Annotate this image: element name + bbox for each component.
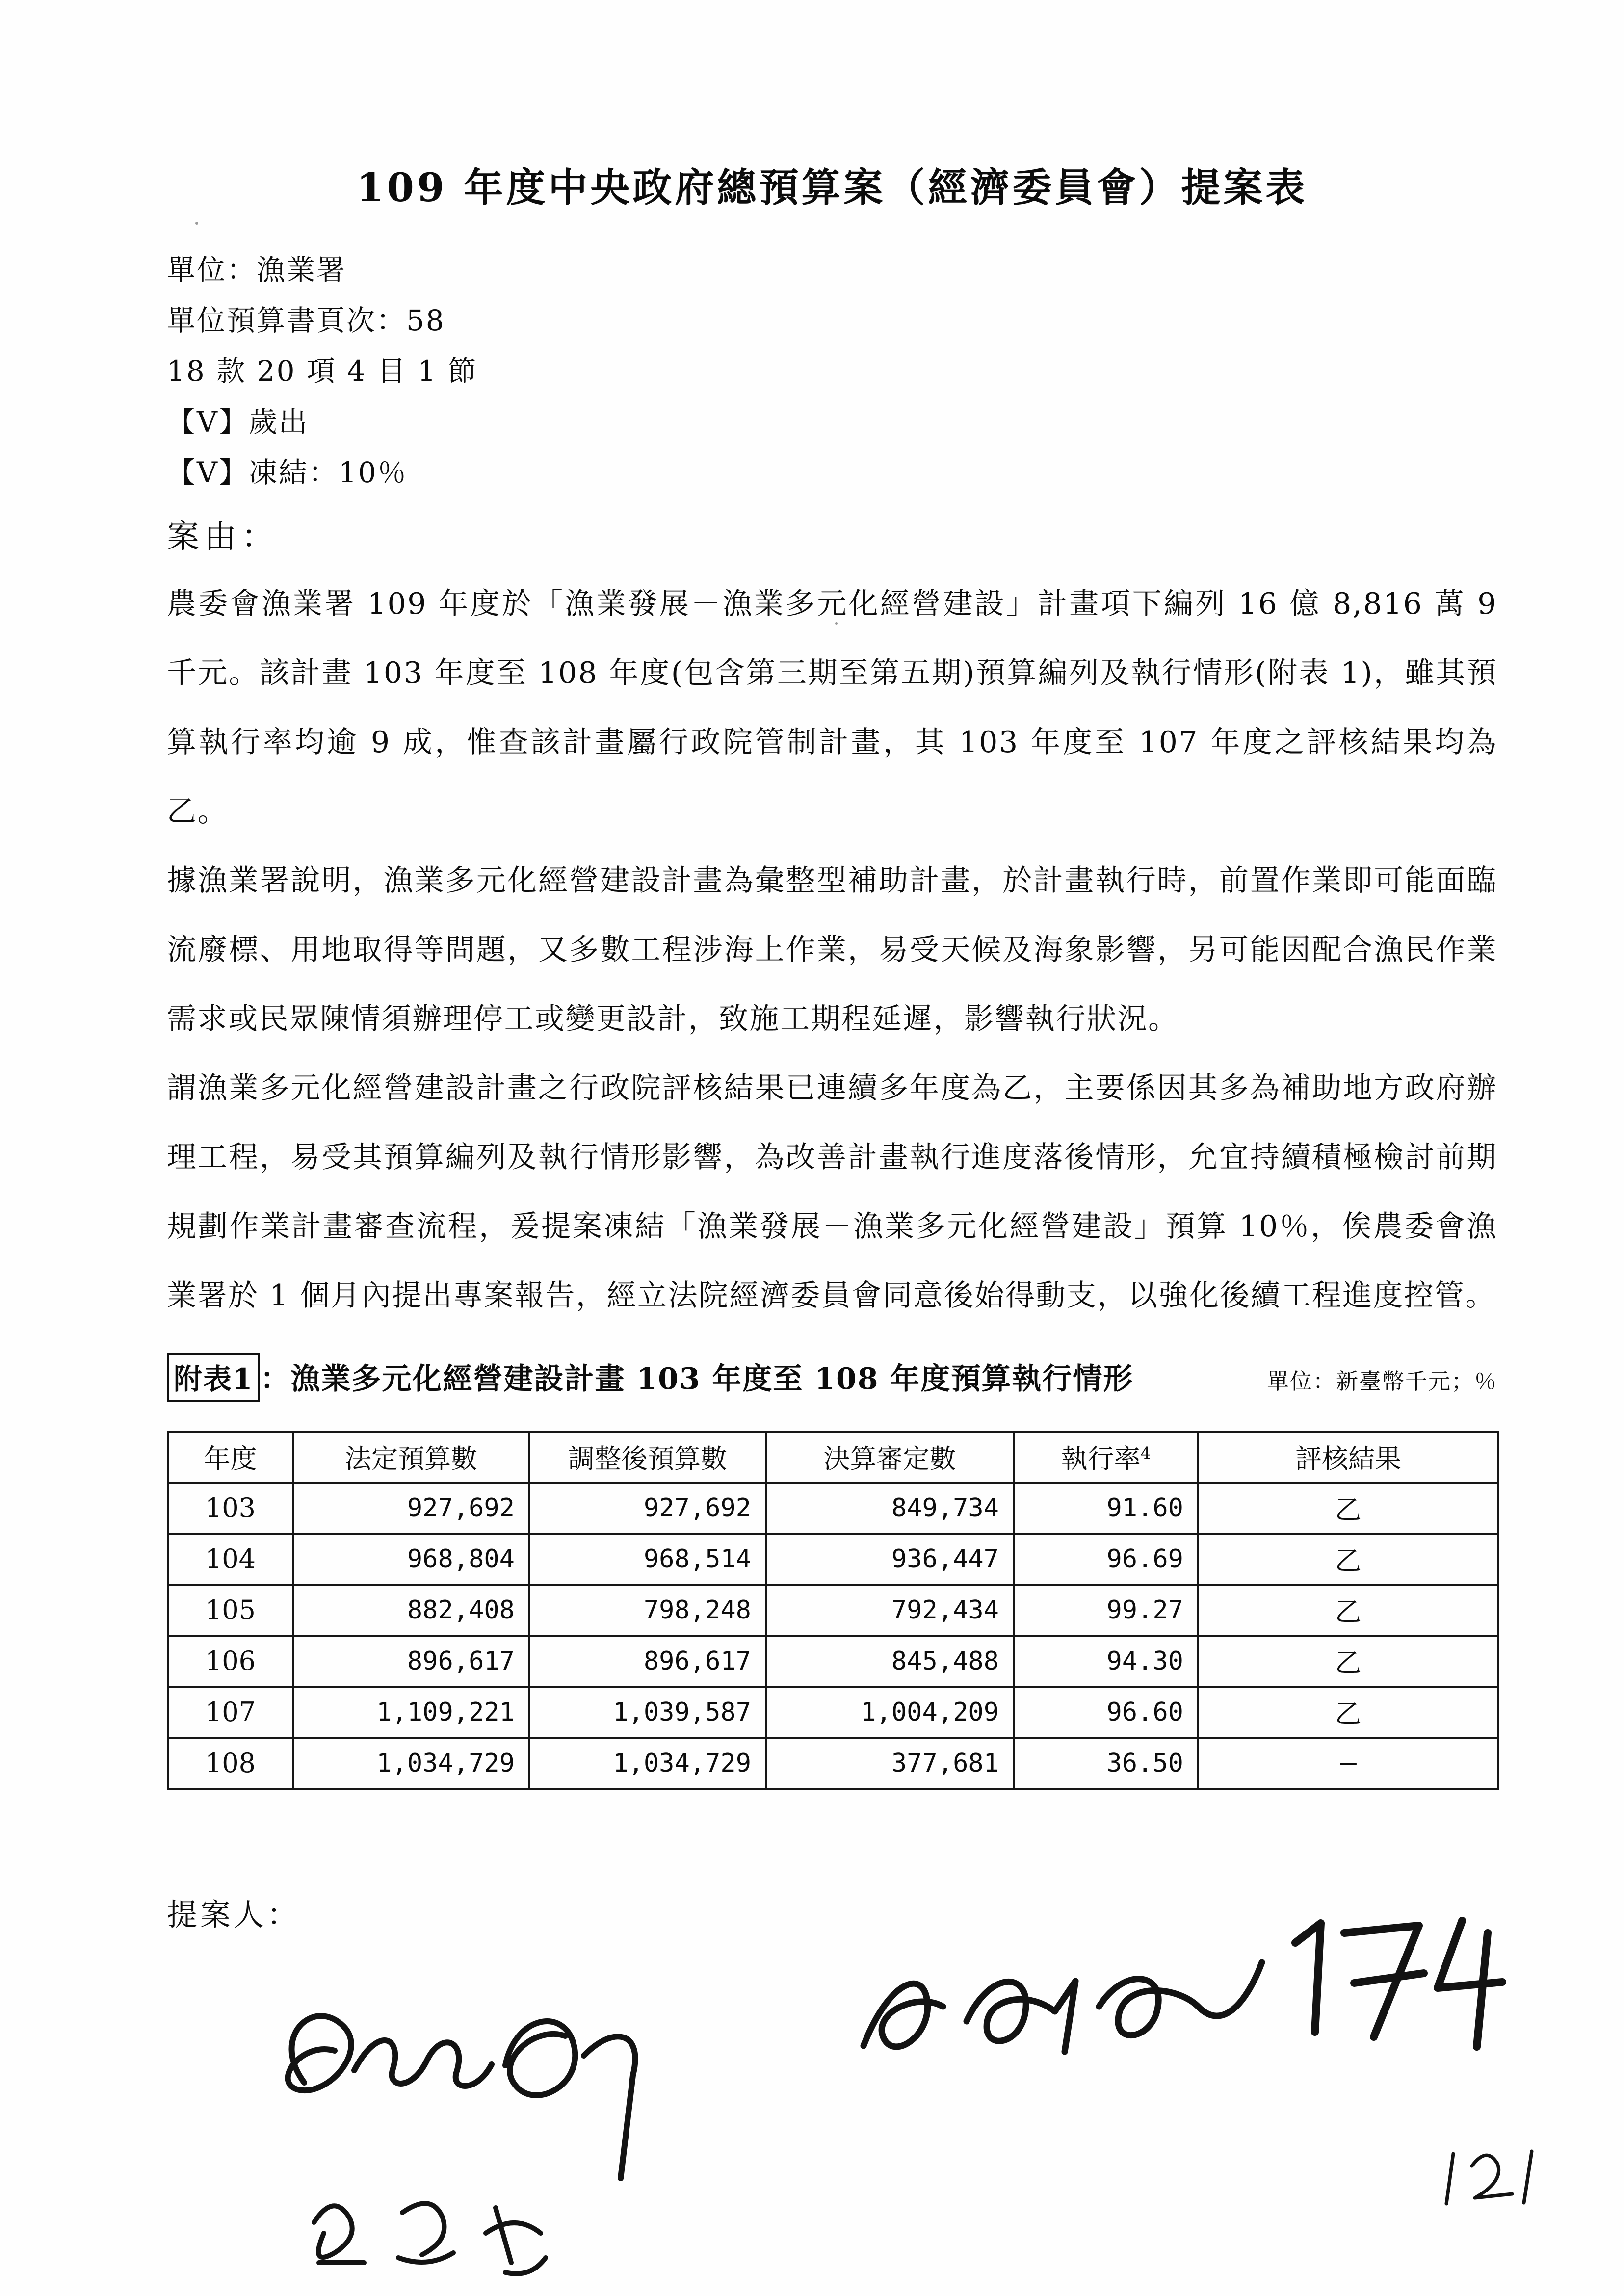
table-cell: 106 <box>168 1636 293 1687</box>
table-cell: 896,617 <box>293 1636 529 1687</box>
handwritten-number-174 <box>1276 1904 1511 2051</box>
table-cell: 乙 <box>1198 1483 1498 1534</box>
unit-line: 單位：漁業署 <box>167 253 347 287</box>
table-row <box>168 1687 1498 1738</box>
table-cell: 1,109,221 <box>293 1687 529 1738</box>
table-body <box>168 1483 1498 1789</box>
table-cell: 968,804 <box>293 1534 529 1585</box>
table-cell: 896,617 <box>529 1636 766 1687</box>
appendix-header-row <box>167 1353 1497 1402</box>
appendix-title: ：漁業多元化經營建設計畫 103 年度至 108 年度預算執行情形 <box>260 1361 1134 1396</box>
table-cell: 乙 <box>1198 1687 1498 1738</box>
table-cell: 798,248 <box>529 1585 766 1636</box>
handwritten-page-number <box>1438 2139 1545 2218</box>
page-ref-line: 單位預算書頁次：58 <box>167 304 445 338</box>
table-cell: 96.69 <box>1014 1534 1198 1585</box>
table-cell: 1,034,729 <box>529 1738 766 1789</box>
table-cell: 377,681 <box>766 1738 1014 1789</box>
col-header: 執行率$^4$ <box>1014 1432 1198 1483</box>
table-cell: 103 <box>168 1483 293 1534</box>
case-paragraph-1: 農委會漁業署 109 年度於「漁業發展－漁業多元化經營建設」計畫項下編列 16 億 8,816 萬 9 千元。該計畫 103 年度至 108 年度(包含第三期至第五期)預算編列及執行情形(附表 1)，雖其預算執行率均逾 9 成，惟查該計畫屬行政院管制計畫，其 103 年度至 107 年度之評核結果均為乙。 <box>167 586 1497 829</box>
table-cell: 108 <box>168 1738 293 1789</box>
table-row <box>168 1534 1498 1585</box>
freeze-check-line: 【V】凍結：10％ <box>167 455 408 489</box>
col-header: 法定預算數 <box>293 1432 529 1483</box>
table-cell: 乙 <box>1198 1636 1498 1687</box>
table-row <box>168 1636 1498 1687</box>
table-header-row <box>168 1432 1498 1483</box>
table-cell: 927,692 <box>529 1483 766 1534</box>
table-cell: 936,447 <box>766 1534 1014 1585</box>
footnote-marker: 4 <box>1140 1444 1151 1463</box>
scan-speck <box>835 622 838 625</box>
table-cell: − <box>1198 1738 1498 1789</box>
table-cell: 927,692 <box>293 1483 529 1534</box>
col-header: 決算審定數 <box>766 1432 1014 1483</box>
case-paragraph-3: 謂漁業多元化經營建設計畫之行政院評核結果已連續多年度為乙，主要係因其多為補助地方政府辦理工程，易受其預算編列及執行情形影響，為改善計畫執行進度落後情形，允宜持續積極檢討前期規劃作業計畫審查流程，爰提案凍結「漁業發展－漁業多元化經營建設」預算 10％，俟農委會漁業署於 1 個月內提出專案報告，經立法院經濟委員會同意後始得動支，以強化後續工程進度控管。 <box>167 1070 1497 1313</box>
table-row <box>168 1585 1498 1636</box>
expenditure-check-line: 【V】歲出 <box>167 405 309 439</box>
table-cell: 107 <box>168 1687 293 1738</box>
table-cell: 792,434 <box>766 1585 1014 1636</box>
proposer-label: 提案人： <box>167 1896 301 1932</box>
col-header: 年度 <box>168 1432 293 1483</box>
table-row <box>168 1483 1498 1534</box>
budget-item-line: 18 款 20 項 4 目 1 節 <box>167 354 478 388</box>
budget-table <box>167 1431 1499 1790</box>
table-cell: 1,034,729 <box>293 1738 529 1789</box>
table-cell: 104 <box>168 1534 293 1585</box>
col-header: 調整後預算數 <box>529 1432 766 1483</box>
table-cell: 1,004,209 <box>766 1687 1014 1738</box>
table-row <box>168 1738 1498 1789</box>
table-cell: 96.60 <box>1014 1687 1198 1738</box>
unit-note: 單位：新臺幣千元；％ <box>1266 1368 1497 1394</box>
signature-proposer-2 <box>844 1923 1285 2090</box>
table-cell: 105 <box>168 1585 293 1636</box>
table-cell: 乙 <box>1198 1585 1498 1636</box>
scan-speck <box>195 222 198 225</box>
document-content <box>167 0 1497 1934</box>
appendix-tag: 附表1 <box>167 1353 260 1402</box>
table-cell: 849,734 <box>766 1483 1014 1534</box>
col-header: 評核結果 <box>1198 1432 1498 1483</box>
table-cell: 1,039,587 <box>529 1687 766 1738</box>
table-cell: 36.50 <box>1014 1738 1198 1789</box>
table-cell: 91.60 <box>1014 1483 1198 1534</box>
table-cell: 99.27 <box>1014 1585 1198 1636</box>
signature-proposer-1 <box>240 1967 711 2291</box>
table-cell: 882,408 <box>293 1585 529 1636</box>
table-cell: 乙 <box>1198 1534 1498 1585</box>
page-title: 109 年度中央政府總預算案（經濟委員會）提案表 <box>356 164 1308 210</box>
case-label: 案由： <box>167 518 279 556</box>
table-cell: 845,488 <box>766 1636 1014 1687</box>
case-paragraph-2: 據漁業署說明，漁業多元化經營建設計畫為彙整型補助計畫，於計畫執行時，前置作業即可能面臨流廢標、用地取得等問題，又多數工程涉海上作業，易受天候及海象影響，另可能因配合漁民作業需求或民眾陳情須辦理停工或變更設計，致施工期程延遲，影響執行狀況。 <box>167 863 1497 1036</box>
table-cell: 94.30 <box>1014 1636 1198 1687</box>
case-body <box>167 570 1497 1331</box>
table-cell: 968,514 <box>529 1534 766 1585</box>
meta-block <box>167 245 1497 498</box>
